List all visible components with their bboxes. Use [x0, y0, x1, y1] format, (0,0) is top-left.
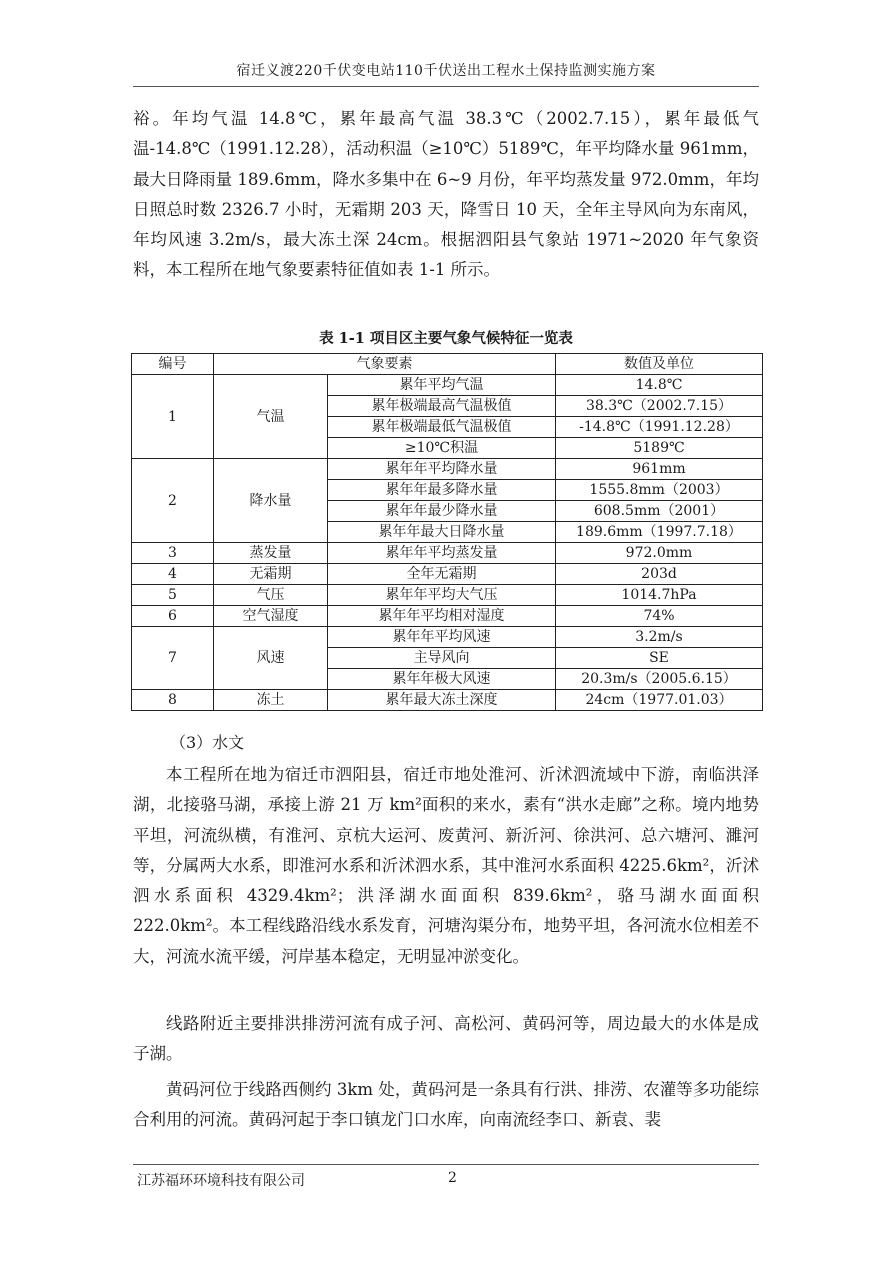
- page-header-title: 宿迁义渡220千伏变电站110千伏送出工程水土保持监测实施方案: [236, 63, 656, 79]
- cell-category: 无霜期: [214, 564, 328, 585]
- footer-divider: [133, 1164, 759, 1165]
- cell-value: 608.5mm（2001）: [556, 501, 763, 522]
- cell-item: 累年年极大风速: [328, 669, 556, 690]
- cell-item: ≥10℃积温: [328, 438, 556, 459]
- table-row: [132, 564, 763, 585]
- cell-item: 累年年最少降水量: [328, 501, 556, 522]
- table-row: [132, 585, 763, 606]
- cell-category: 气温: [214, 375, 328, 459]
- header-divider: [133, 86, 759, 87]
- cell-item: 累年极端最高气温极值: [328, 396, 556, 417]
- table-title: 表 1-1 项目区主要气象气候特征一览表: [319, 330, 573, 347]
- footer-page-number: 2: [448, 1170, 457, 1186]
- cell-value: 3.2m/s: [556, 627, 763, 648]
- cell-number: 8: [132, 690, 214, 711]
- cell-category: 气压: [214, 585, 328, 606]
- cell-value: 24cm（1977.01.03）: [556, 690, 763, 711]
- cell-item: 主导风向: [328, 648, 556, 669]
- hydrology-paragraph: 本工程所在地为宿迁市泗阳县，宿迁市地处淮河、沂沭泗流域中下游，南临洪泽湖，北接骆马湖，承接上游 21 万 km²面积的来水，素有“洪水走廊”之称。境内地势平坦，河流纵横，有淮河、京杭大运河、废黄河、新沂河、徐洪河、总六塘河、濉河等，分属两大水系，即淮河水系和沂沭泗水系，其中淮河水系面积 4225.6km²，沂沭泗水系面积 4329.4km²；洪泽湖水面面积 839.6km²，骆马湖水面面积 222.0km²。本工程线路沿线水系发育，河塘沟渠分布，地势平坦，各河流水位相差不大，河流水流平缓，河岸基本稳定，无明显冲淤变化。: [133, 765, 759, 966]
- cell-number: 7: [132, 627, 214, 690]
- cell-number: 1: [132, 375, 214, 459]
- cell-item: 累年年平均相对湿度: [328, 606, 556, 627]
- table-row: [132, 459, 763, 480]
- header-element: 气象要素: [214, 354, 556, 375]
- cell-value: 20.3m/s（2005.6.15）: [556, 669, 763, 690]
- cell-value: SE: [556, 648, 763, 669]
- cell-item: 累年年最多降水量: [328, 480, 556, 501]
- cell-value: 203d: [556, 564, 763, 585]
- cell-category: 空气湿度: [214, 606, 328, 627]
- hydrology-paragraph: 黄码河位于线路西侧约 3km 处，黄码河是一条具有行洪、排涝、农灌等多功能综合利用的河流。黄码河起于李口镇龙门口水库，向南流经李口、新袁、裴: [133, 1080, 759, 1130]
- cell-value: 972.0mm: [556, 543, 763, 564]
- cell-value: 38.3℃（2002.7.15）: [556, 396, 763, 417]
- cell-value: 1014.7hPa: [556, 585, 763, 606]
- table-row: [132, 606, 763, 627]
- cell-item: 累年年平均蒸发量: [328, 543, 556, 564]
- cell-item: 累年年最大日降水量: [328, 522, 556, 543]
- section-heading: （3）水文: [170, 733, 245, 752]
- cell-category: 冻土: [214, 690, 328, 711]
- cell-item: 累年年平均风速: [328, 627, 556, 648]
- cell-item: 全年无霜期: [328, 564, 556, 585]
- cell-item: 累年最大冻土深度: [328, 690, 556, 711]
- cell-number: 2: [132, 459, 214, 543]
- climate-table: [131, 353, 763, 711]
- cell-value: -14.8℃（1991.12.28）: [556, 417, 763, 438]
- table-header-row: [132, 354, 763, 375]
- header-value: 数值及单位: [556, 354, 763, 375]
- cell-item: 累年年平均降水量: [328, 459, 556, 480]
- cell-value: 961mm: [556, 459, 763, 480]
- table-row: [132, 627, 763, 648]
- intro-paragraph: 裕。年均气温 14.8℃，累年最高气温 38.3℃（2002.7.15），累年最低气温-14.8℃（1991.12.28），活动积温（≥10℃）5189℃，年平均降水量 961mm，最大日降雨量 189.6mm，降水多集中在 6~9 月份，年平均蒸发量 972.0mm，年均日照总时数 2326.7 小时，无霜期 203 天，降雪日 10 天，全年主导风向为东南风，年均风速 3.2m/s，最大冻土深 24cm。根据泗阳县气象站 1971~2020 年气象资料，本工程所在地气象要素特征值如表 1-1 所示。: [133, 109, 759, 280]
- cell-number: 6: [132, 606, 214, 627]
- hydrology-paragraph: 线路附近主要排洪排涝河流有成子河、高松河、黄码河等，周边最大的水体是成子湖。: [133, 1014, 759, 1064]
- table-row: [132, 375, 763, 396]
- header-no: 编号: [132, 354, 214, 375]
- table-row: [132, 543, 763, 564]
- footer-company: 江苏福环环境科技有限公司: [137, 1173, 305, 1189]
- cell-value: 14.8℃: [556, 375, 763, 396]
- cell-item: 累年平均气温: [328, 375, 556, 396]
- cell-category: 蒸发量: [214, 543, 328, 564]
- table-row: [132, 690, 763, 711]
- cell-value: 189.6mm（1997.7.18）: [556, 522, 763, 543]
- cell-item: 累年年平均大气压: [328, 585, 556, 606]
- cell-number: 5: [132, 585, 214, 606]
- cell-number: 4: [132, 564, 214, 585]
- cell-item: 累年极端最低气温极值: [328, 417, 556, 438]
- cell-category: 降水量: [214, 459, 328, 543]
- cell-value: 1555.8mm（2003）: [556, 480, 763, 501]
- cell-category: 风速: [214, 627, 328, 690]
- cell-value: 74%: [556, 606, 763, 627]
- cell-value: 5189℃: [556, 438, 763, 459]
- cell-number: 3: [132, 543, 214, 564]
